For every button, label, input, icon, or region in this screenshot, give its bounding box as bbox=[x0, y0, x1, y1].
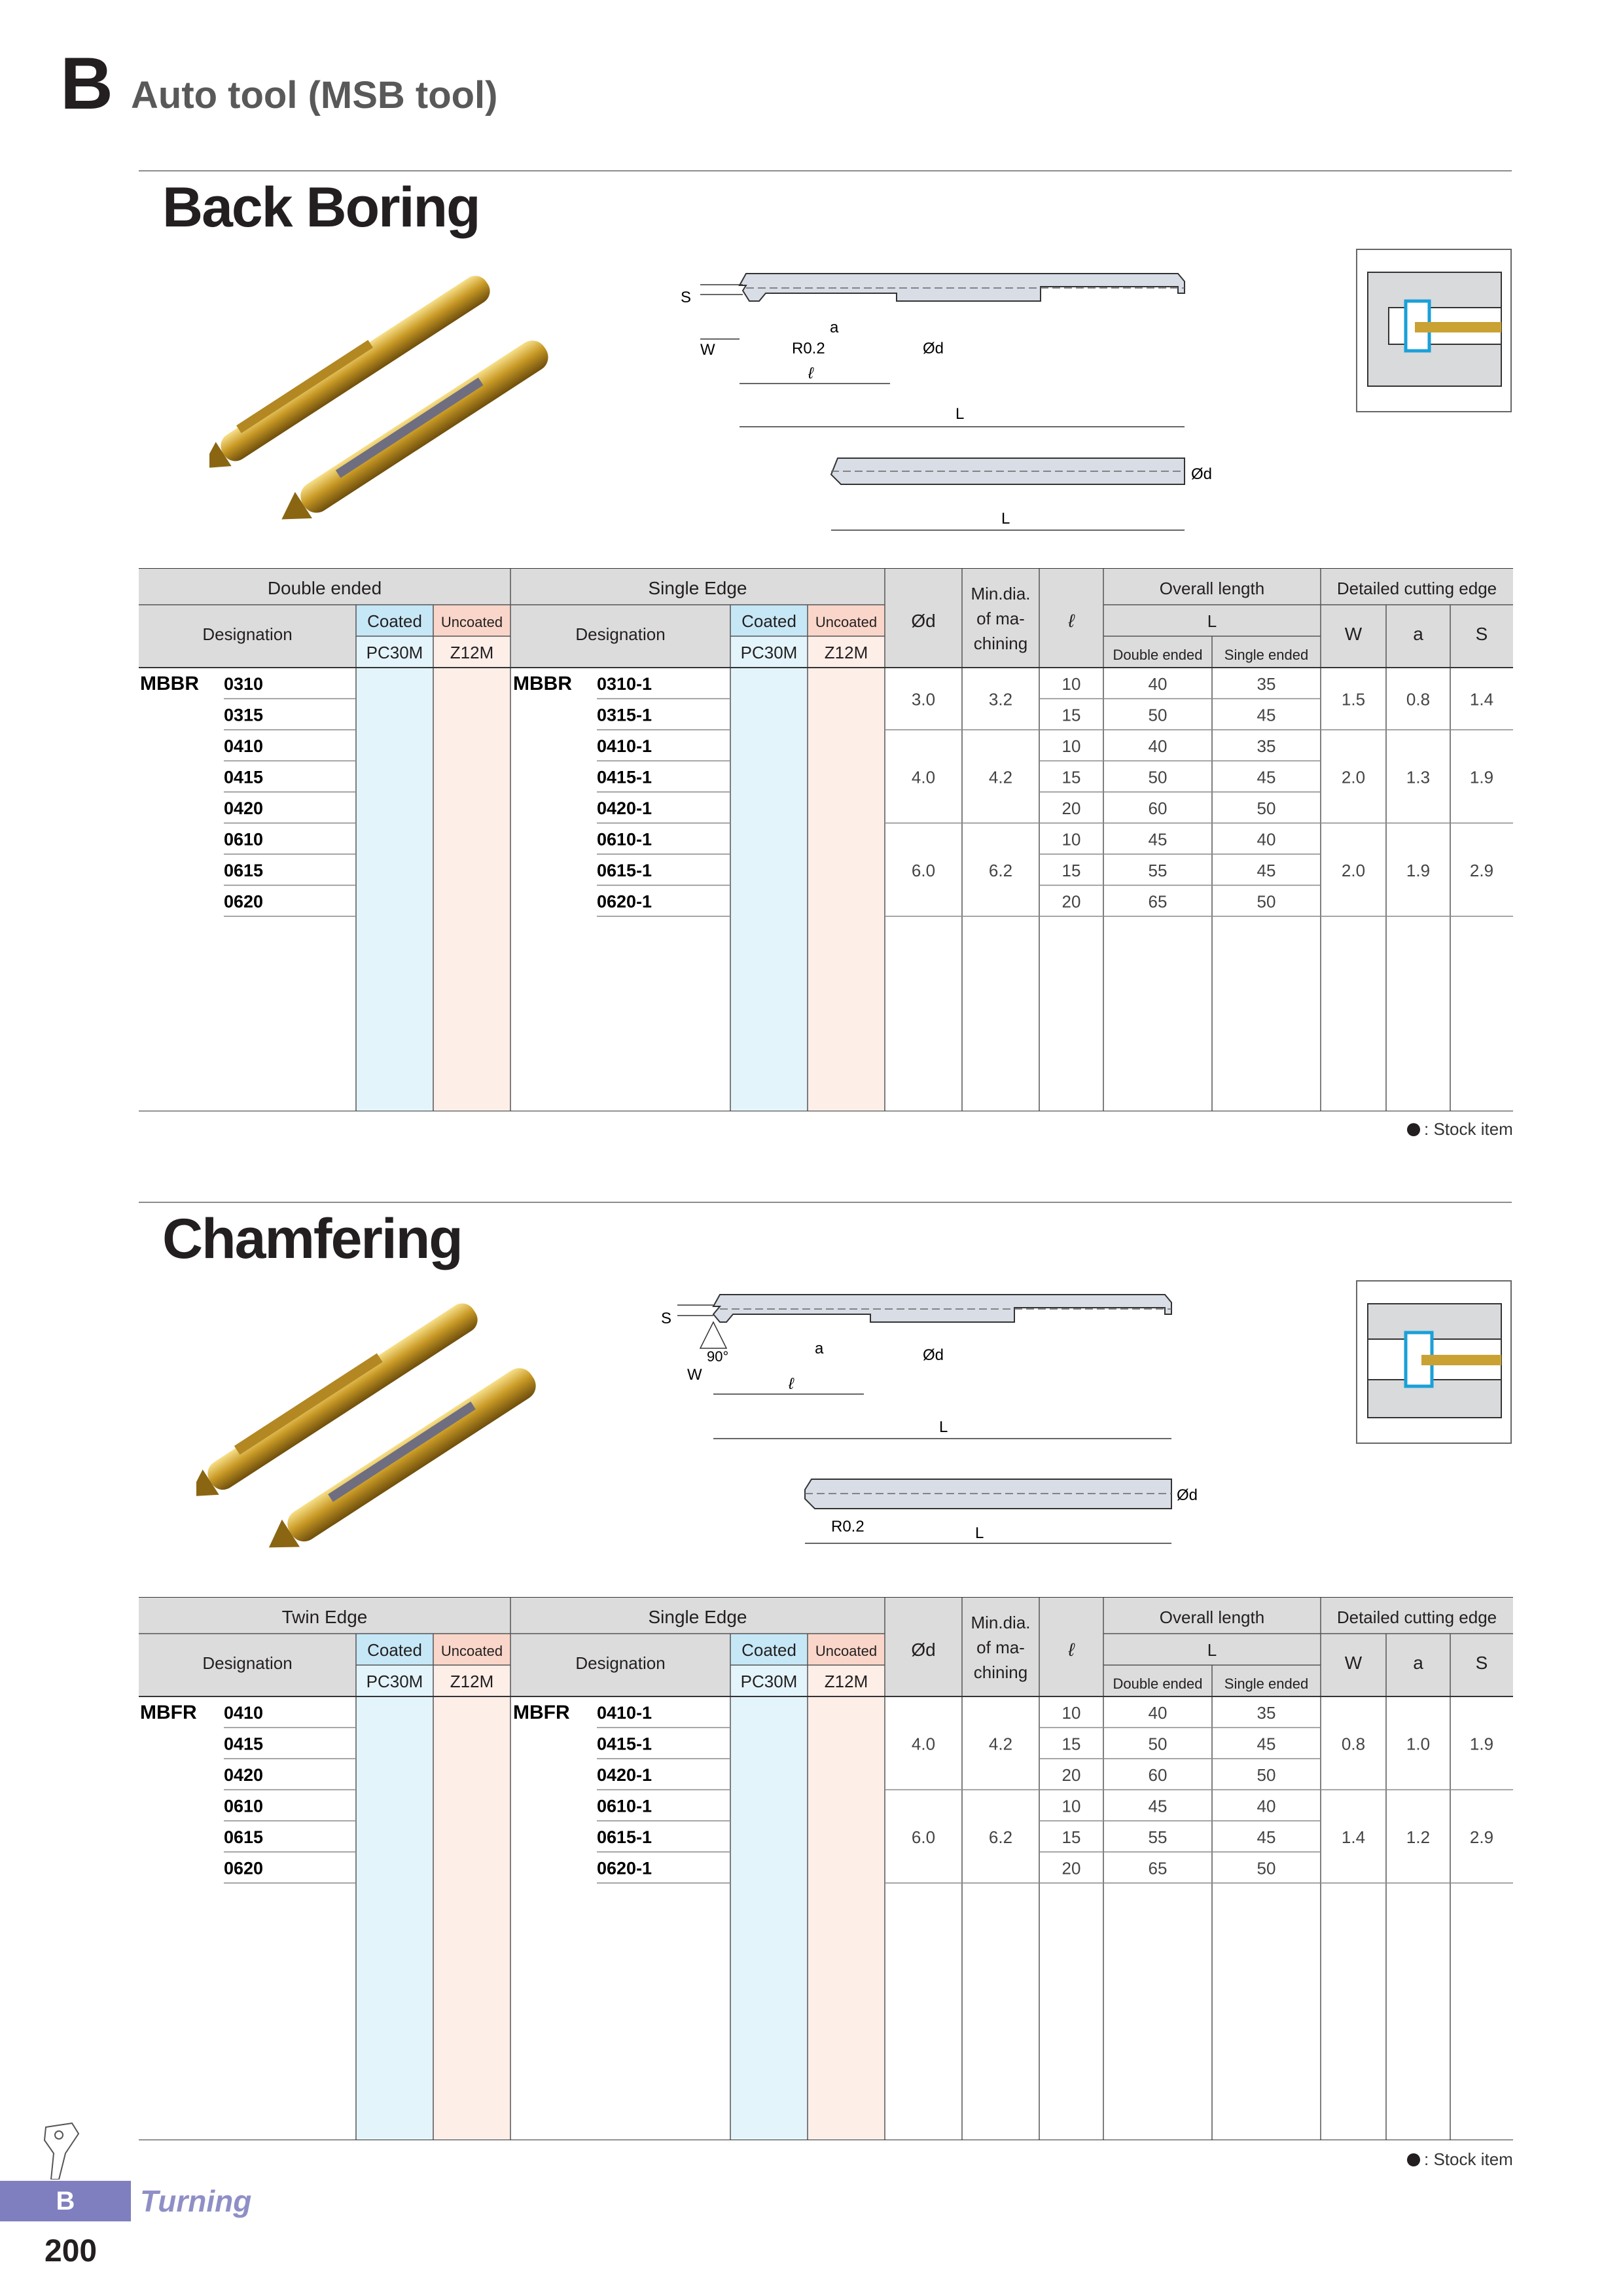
designation-single: 0610-1 bbox=[597, 829, 652, 850]
cell-double-ended: 65 bbox=[1148, 1858, 1168, 1878]
cell-a: 0.8 bbox=[1406, 689, 1431, 709]
designation-single: 0415-1 bbox=[597, 767, 652, 787]
cell-ell: 10 bbox=[1061, 829, 1081, 850]
cell-w: 1.5 bbox=[1341, 689, 1366, 709]
label-r: R0.2 bbox=[831, 1518, 865, 1535]
label-w: W bbox=[700, 341, 715, 359]
cell-ell: 15 bbox=[1061, 767, 1081, 787]
cell-double-ended: 60 bbox=[1148, 798, 1168, 818]
th-od: Ød bbox=[911, 1640, 936, 1660]
label-ell: ℓ bbox=[789, 1375, 794, 1393]
label-r: R0.2 bbox=[792, 340, 825, 357]
cell-ell: 20 bbox=[1061, 891, 1081, 912]
cell-double-ended: 50 bbox=[1148, 767, 1168, 787]
label-od2: Ød bbox=[1191, 465, 1213, 483]
designation-prefix: MBFR bbox=[140, 1701, 197, 1723]
designation-double: 0410 bbox=[224, 1702, 264, 1723]
designation-double: 0420 bbox=[224, 1765, 264, 1785]
product-photo-back-boring bbox=[209, 268, 550, 543]
label-ell: ℓ bbox=[808, 365, 813, 382]
th-uncoated-2: Uncoated bbox=[815, 1643, 878, 1659]
th-overall: Overall length bbox=[1159, 579, 1265, 598]
section-tab: B bbox=[0, 2181, 131, 2221]
th-pc30m: PC30M bbox=[366, 643, 423, 662]
cell-md: 4.2 bbox=[988, 1734, 1013, 1754]
stock-note: : Stock item bbox=[1407, 2149, 1513, 2170]
th-coated: Coated bbox=[367, 611, 422, 631]
designation-double: 0310 bbox=[224, 673, 264, 694]
th-coated-2: Coated bbox=[741, 1640, 796, 1660]
spec-table-chamfering bbox=[139, 1597, 1513, 2140]
designation-single: 0315-1 bbox=[597, 705, 652, 725]
th-double-ended: Double ended bbox=[1113, 647, 1203, 663]
th-uncoated-2: Uncoated bbox=[815, 614, 878, 630]
designation-prefix: MBFR bbox=[513, 1701, 570, 1723]
cell-single-ended: 45 bbox=[1257, 860, 1276, 880]
th-z12m-2: Z12M bbox=[824, 1672, 868, 1691]
th-detailed: Detailed cutting edge bbox=[1336, 579, 1497, 598]
th-single-ended: Single ended bbox=[1224, 1676, 1309, 1692]
product-photo-chamfering bbox=[196, 1302, 537, 1564]
cell-double-ended: 45 bbox=[1148, 829, 1168, 850]
th-z12m-2: Z12M bbox=[824, 643, 868, 662]
cell-s: 1.9 bbox=[1469, 1734, 1494, 1754]
cell-s: 1.4 bbox=[1469, 689, 1494, 709]
th-single-ended: Single ended bbox=[1224, 647, 1309, 663]
cell-ell: 15 bbox=[1061, 705, 1081, 725]
designation-double: 0610 bbox=[224, 829, 264, 850]
cell-double-ended: 40 bbox=[1148, 736, 1168, 756]
cell-md: 6.2 bbox=[988, 860, 1013, 880]
cell-a: 1.2 bbox=[1406, 1827, 1431, 1847]
turning-tool-icon bbox=[39, 2121, 92, 2179]
designation-single: 0610-1 bbox=[597, 1796, 652, 1816]
section-rule bbox=[139, 170, 1512, 171]
cell-ell: 15 bbox=[1061, 860, 1081, 880]
cell-single-ended: 35 bbox=[1257, 1702, 1276, 1723]
designation-double: 0315 bbox=[224, 705, 264, 725]
cell-ell: 15 bbox=[1061, 1827, 1081, 1847]
th-min-dia-1: Min.dia. bbox=[971, 1613, 1031, 1632]
section-letter: B bbox=[60, 43, 113, 124]
cell-ell: 10 bbox=[1061, 1702, 1081, 1723]
cell-a: 1.0 bbox=[1406, 1734, 1431, 1754]
designation-single: 0410-1 bbox=[597, 736, 652, 756]
th-min-dia-3: chining bbox=[973, 634, 1028, 653]
cell-double-ended: 40 bbox=[1148, 1702, 1168, 1723]
cell-od: 4.0 bbox=[911, 1734, 936, 1754]
cell-single-ended: 45 bbox=[1257, 705, 1276, 725]
cell-double-ended: 60 bbox=[1148, 1765, 1168, 1785]
cell-single-ended: 50 bbox=[1257, 798, 1276, 818]
cell-w: 0.8 bbox=[1341, 1734, 1366, 1754]
th-W: W bbox=[1344, 624, 1363, 644]
cell-a: 1.3 bbox=[1406, 767, 1431, 787]
th-S: S bbox=[1475, 1653, 1488, 1673]
section-rule bbox=[139, 1202, 1512, 1203]
label-s: S bbox=[661, 1310, 672, 1327]
designation-single: 0620-1 bbox=[597, 891, 652, 912]
label-L: L bbox=[939, 1418, 948, 1436]
stock-note: : Stock item bbox=[1407, 1119, 1513, 1139]
cell-s: 1.9 bbox=[1469, 767, 1494, 787]
th-coated: Coated bbox=[367, 1640, 422, 1660]
cell-s: 2.9 bbox=[1469, 1827, 1494, 1847]
th-group1: Double ended bbox=[267, 578, 382, 598]
th-uncoated: Uncoated bbox=[440, 1643, 503, 1659]
cell-single-ended: 50 bbox=[1257, 1765, 1276, 1785]
th-od: Ød bbox=[911, 611, 936, 631]
designation-single: 0420-1 bbox=[597, 1765, 652, 1785]
designation-double: 0620 bbox=[224, 891, 264, 912]
th-z12m: Z12M bbox=[450, 1672, 494, 1691]
cell-ell: 10 bbox=[1061, 673, 1081, 694]
cell-w: 2.0 bbox=[1341, 860, 1366, 880]
cell-ell: 10 bbox=[1061, 1796, 1081, 1816]
cell-s: 2.9 bbox=[1469, 860, 1494, 880]
designation-double: 0615 bbox=[224, 1827, 264, 1847]
page-header-title: Auto tool (MSB tool) bbox=[131, 74, 498, 117]
application-thumbnail-back-boring bbox=[1356, 249, 1512, 412]
th-ell: ℓ bbox=[1068, 611, 1075, 631]
th-group1: Twin Edge bbox=[281, 1607, 368, 1627]
cell-double-ended: 50 bbox=[1148, 705, 1168, 725]
th-designation-2: Designation bbox=[575, 624, 666, 644]
cell-double-ended: 65 bbox=[1148, 891, 1168, 912]
page-number: 200 bbox=[45, 2234, 98, 2269]
cell-single-ended: 35 bbox=[1257, 736, 1276, 756]
cell-ell: 15 bbox=[1061, 1734, 1081, 1754]
spec-table-back-boring bbox=[139, 568, 1513, 1111]
label-od: Ød bbox=[923, 340, 944, 357]
th-W: W bbox=[1344, 1653, 1363, 1673]
cell-w: 1.4 bbox=[1341, 1827, 1366, 1847]
th-detailed: Detailed cutting edge bbox=[1336, 1607, 1497, 1627]
th-S: S bbox=[1475, 624, 1488, 644]
label-od: Ød bbox=[923, 1346, 944, 1364]
application-thumbnail-chamfering bbox=[1356, 1280, 1512, 1444]
cell-ell: 20 bbox=[1061, 798, 1081, 818]
cell-single-ended: 35 bbox=[1257, 673, 1276, 694]
cell-double-ended: 55 bbox=[1148, 1827, 1168, 1847]
th-ell: ℓ bbox=[1068, 1640, 1075, 1660]
th-pc30m: PC30M bbox=[366, 1672, 423, 1691]
th-overall: Overall length bbox=[1159, 1607, 1265, 1627]
th-double-ended: Double ended bbox=[1113, 1676, 1203, 1692]
label-s: S bbox=[681, 289, 692, 306]
designation-single: 0410-1 bbox=[597, 1702, 652, 1723]
th-pc30m-2: PC30M bbox=[740, 1672, 798, 1691]
section-tab-label: Turning bbox=[140, 2184, 252, 2218]
section-title-chamfering: Chamfering bbox=[162, 1208, 462, 1270]
cell-ell: 20 bbox=[1061, 1765, 1081, 1785]
th-L: L bbox=[1207, 1640, 1217, 1660]
designation-prefix: MBBR bbox=[513, 672, 572, 694]
label-L2: L bbox=[1001, 510, 1010, 528]
designation-single: 0615-1 bbox=[597, 1827, 652, 1847]
designation-single: 0615-1 bbox=[597, 860, 652, 880]
cell-single-ended: 50 bbox=[1257, 1858, 1276, 1878]
cell-w: 2.0 bbox=[1341, 767, 1366, 787]
designation-double: 0415 bbox=[224, 1734, 264, 1754]
label-od2: Ød bbox=[1177, 1486, 1198, 1504]
th-min-dia-2: of ma- bbox=[976, 609, 1025, 628]
stock-dot-icon bbox=[1407, 2153, 1420, 2166]
designation-double: 0415 bbox=[224, 767, 264, 787]
cell-single-ended: 40 bbox=[1257, 829, 1276, 850]
section-title-back-boring: Back Boring bbox=[162, 176, 480, 239]
designation-double: 0610 bbox=[224, 1796, 264, 1816]
label-L2: L bbox=[975, 1524, 984, 1542]
th-min-dia-1: Min.dia. bbox=[971, 584, 1031, 603]
th-designation: Designation bbox=[202, 624, 293, 644]
designation-single: 0620-1 bbox=[597, 1858, 652, 1878]
cell-double-ended: 50 bbox=[1148, 1734, 1168, 1754]
label-a: a bbox=[815, 1340, 824, 1357]
th-min-dia-2: of ma- bbox=[976, 1638, 1025, 1657]
designation-single: 0415-1 bbox=[597, 1734, 652, 1754]
designation-single: 0310-1 bbox=[597, 673, 652, 694]
designation-single: 0420-1 bbox=[597, 798, 652, 818]
cell-od: 6.0 bbox=[911, 1827, 936, 1847]
designation-double: 0410 bbox=[224, 736, 264, 756]
th-uncoated: Uncoated bbox=[440, 614, 503, 630]
th-min-dia-3: chining bbox=[973, 1662, 1028, 1682]
th-group2: Single Edge bbox=[648, 578, 747, 598]
cell-md: 4.2 bbox=[988, 767, 1013, 787]
cell-ell: 10 bbox=[1061, 736, 1081, 756]
technical-drawing-back-boring bbox=[661, 262, 1250, 543]
cell-md: 3.2 bbox=[988, 689, 1013, 709]
cell-single-ended: 45 bbox=[1257, 767, 1276, 787]
label-L: L bbox=[955, 405, 965, 423]
cell-single-ended: 50 bbox=[1257, 891, 1276, 912]
cell-double-ended: 40 bbox=[1148, 673, 1168, 694]
th-L: L bbox=[1207, 611, 1217, 631]
designation-double: 0615 bbox=[224, 860, 264, 880]
th-pc30m-2: PC30M bbox=[740, 643, 798, 662]
th-a: a bbox=[1413, 624, 1423, 644]
th-coated-2: Coated bbox=[741, 611, 796, 631]
cell-od: 3.0 bbox=[911, 689, 936, 709]
label-w: W bbox=[687, 1366, 702, 1384]
designation-prefix: MBBR bbox=[140, 672, 199, 694]
cell-od: 4.0 bbox=[911, 767, 936, 787]
technical-drawing-chamfering bbox=[648, 1283, 1237, 1571]
designation-double: 0420 bbox=[224, 798, 264, 818]
cell-a: 1.9 bbox=[1406, 860, 1431, 880]
label-a: a bbox=[830, 319, 839, 336]
th-a: a bbox=[1413, 1653, 1423, 1673]
designation-double: 0620 bbox=[224, 1858, 264, 1878]
th-designation-2: Designation bbox=[575, 1653, 666, 1673]
cell-od: 6.0 bbox=[911, 860, 936, 880]
stock-dot-icon bbox=[1407, 1123, 1420, 1136]
label-deg: 90° bbox=[707, 1348, 729, 1365]
cell-double-ended: 55 bbox=[1148, 860, 1168, 880]
cell-single-ended: 45 bbox=[1257, 1827, 1276, 1847]
cell-single-ended: 40 bbox=[1257, 1796, 1276, 1816]
th-z12m: Z12M bbox=[450, 643, 494, 662]
cell-single-ended: 45 bbox=[1257, 1734, 1276, 1754]
cell-md: 6.2 bbox=[988, 1827, 1013, 1847]
th-designation: Designation bbox=[202, 1653, 293, 1673]
cell-double-ended: 45 bbox=[1148, 1796, 1168, 1816]
th-group2: Single Edge bbox=[648, 1607, 747, 1627]
cell-ell: 20 bbox=[1061, 1858, 1081, 1878]
